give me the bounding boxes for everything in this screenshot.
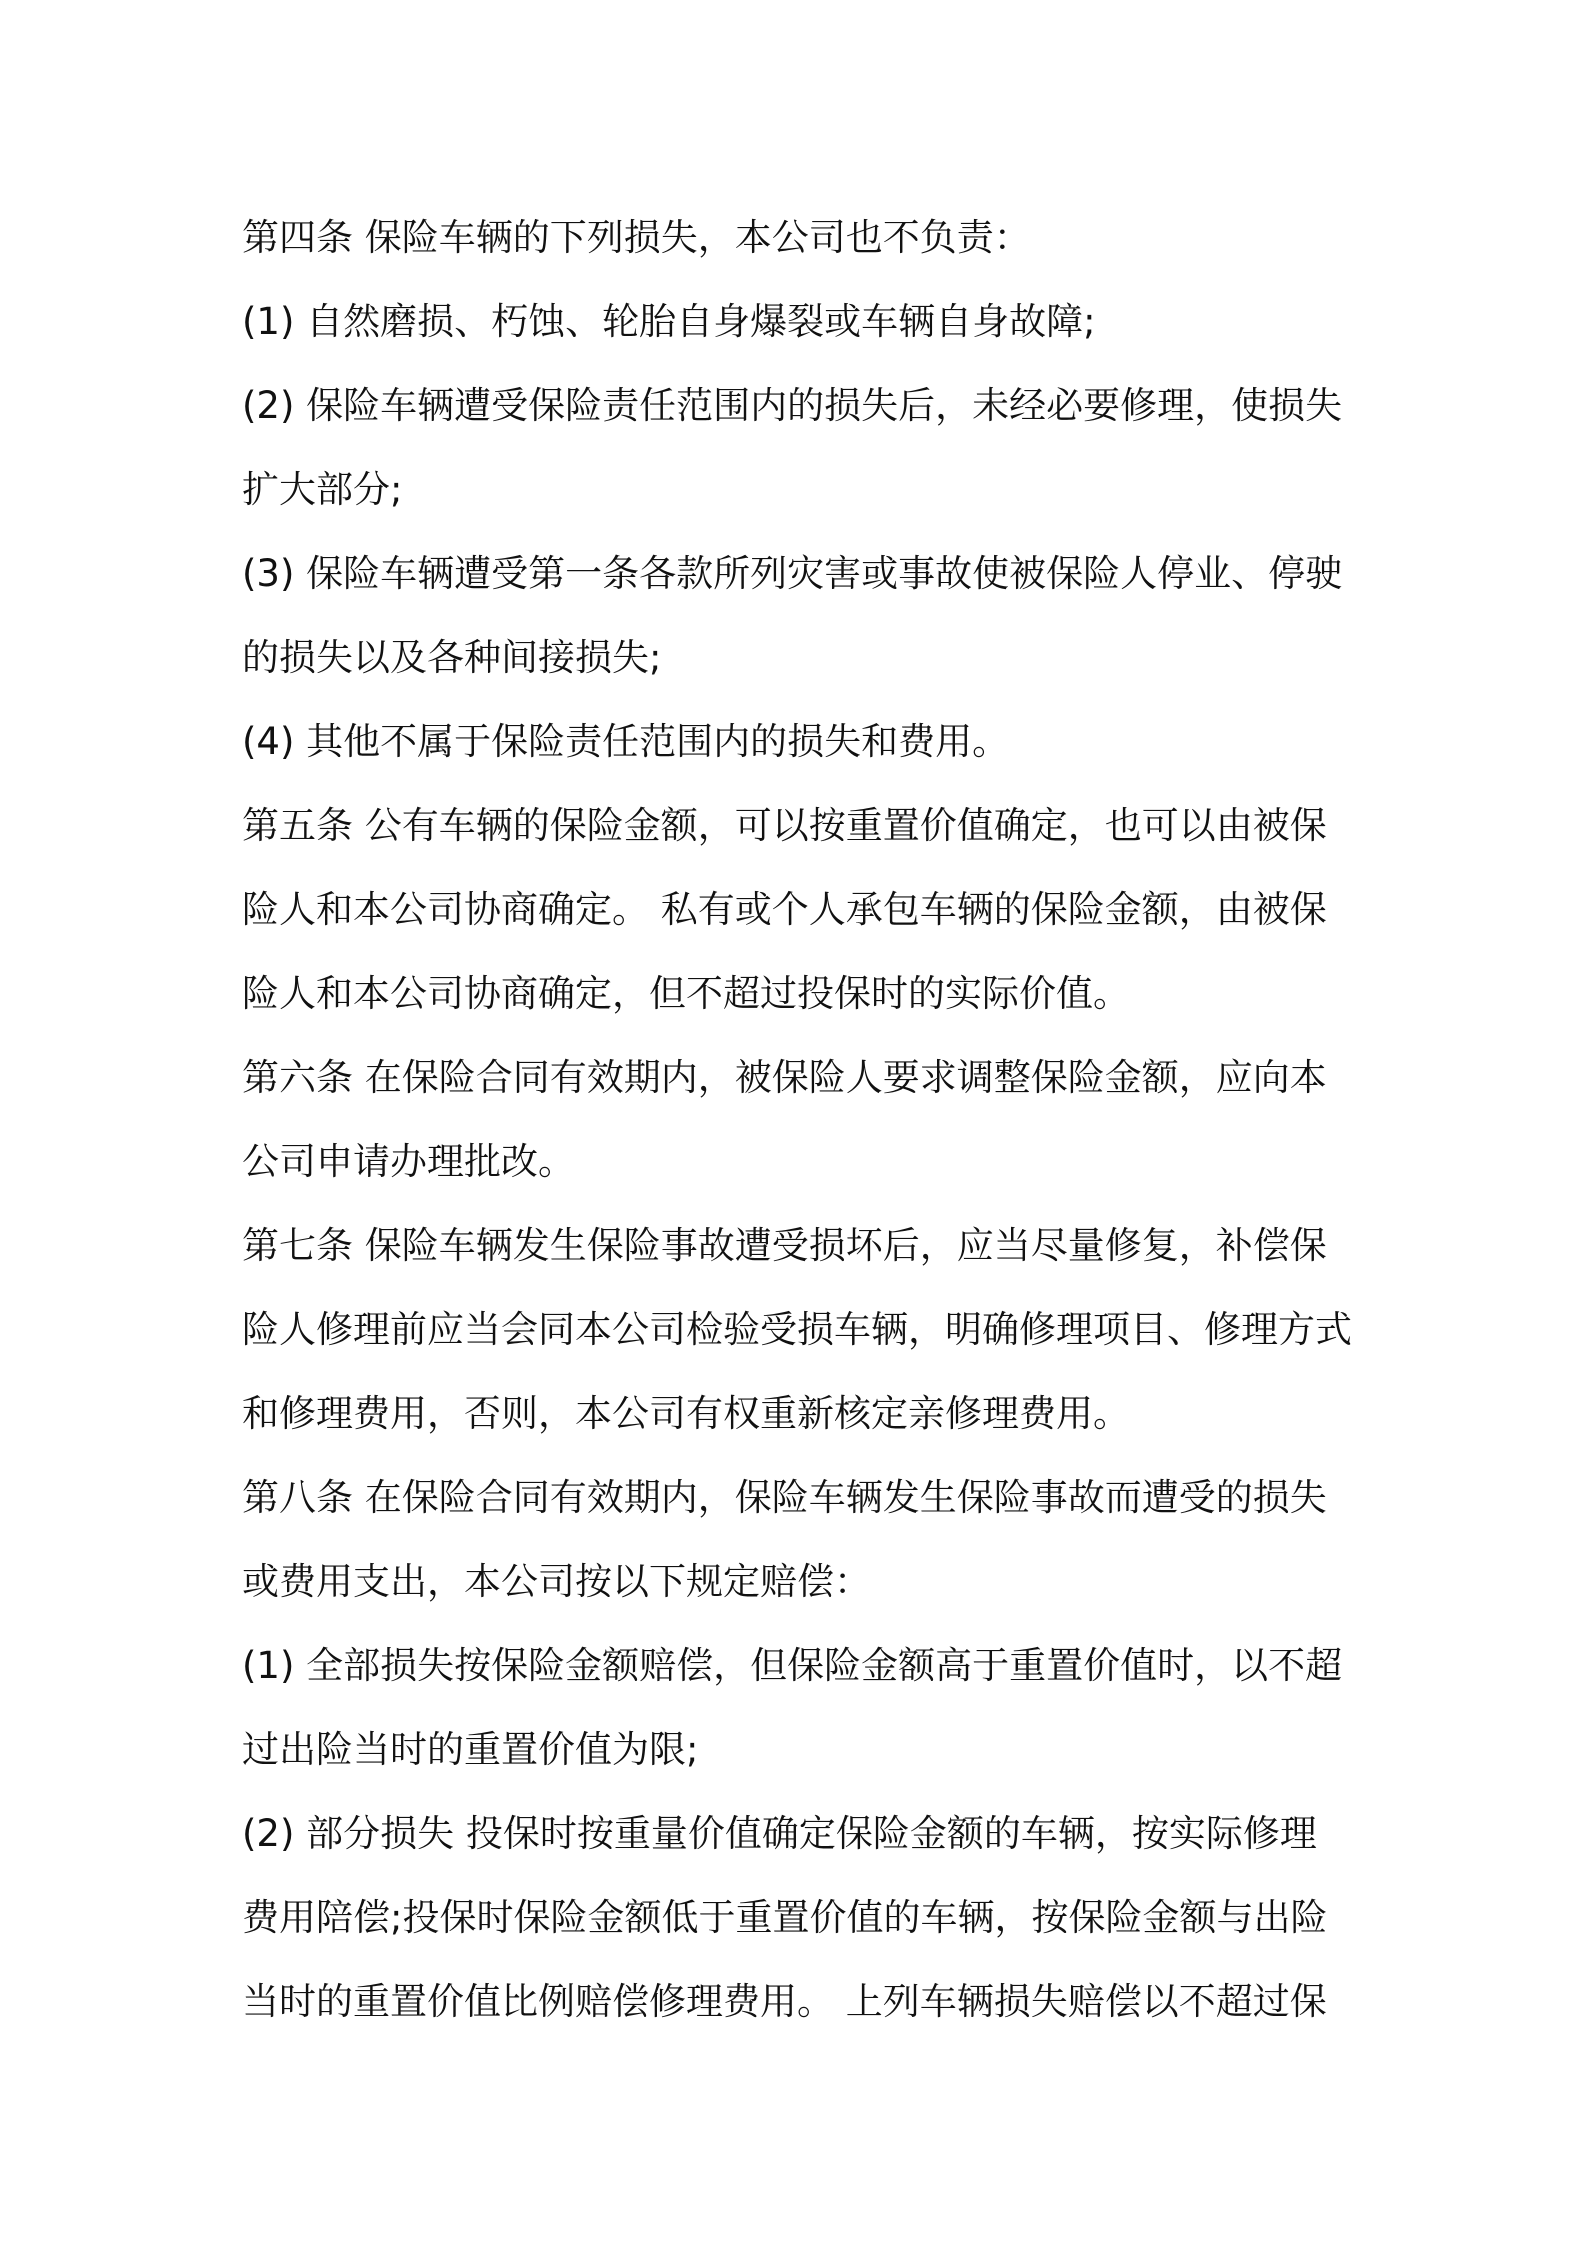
text-line: 险人和本公司协商确定。 私有或个人承包车辆的保险金额，由被保 (242, 888, 1327, 931)
text-line: (3) 保险车辆遭受第一条各款所列灾害或事故使被保险人停业、停驶 (242, 552, 1343, 595)
text-line: 险人修理前应当会同本公司检验受损车辆，明确修理项目、修理方式 (242, 1308, 1352, 1351)
text-line: 公司申请办理批改。 (242, 1140, 575, 1183)
text-line: (1) 自然磨损、朽蚀、轮胎自身爆裂或车辆自身故障; (242, 300, 1096, 343)
text-line: 第六条 在保险合同有效期内，被保险人要求调整保险金额，应向本 (242, 1056, 1327, 1099)
text-line: 过出险当时的重置价值为限; (242, 1728, 699, 1771)
text-line: 第七条 保险车辆发生保险事故遭受损坏后，应当尽量修复，补偿保 (242, 1224, 1327, 1267)
text-line: 第八条 在保险合同有效期内，保险车辆发生保险事故而遭受的损失 (242, 1476, 1327, 1519)
document-body (242, 196, 1362, 2044)
text-line: 的损失以及各种间接损失; (242, 636, 662, 679)
text-line: 第四条 保险车辆的下列损失，本公司也不负责： (242, 216, 1031, 259)
text-line: 第五条 公有车辆的保险金额，可以按重置价值确定，也可以由被保 (242, 804, 1327, 847)
text-line: (4) 其他不属于保险责任范围内的损失和费用。 (242, 720, 1010, 763)
text-line: (2) 保险车辆遭受保险责任范围内的损失后，未经必要修理，使损失 (242, 384, 1343, 427)
text-line: (2) 部分损失 投保时按重量价值确定保险金额的车辆，按实际修理 (242, 1812, 1317, 1855)
text-line: 费用陪偿;投保时保险金额低于重置价值的车辆，按保险金额与出险 (242, 1896, 1328, 1939)
text-line: 扩大部分; (242, 468, 403, 511)
text-line: 当时的重置价值比例赔偿修理费用。 上列车辆损失赔偿以不超过保 (242, 1980, 1327, 2023)
text-line: 和修理费用，否则，本公司有权重新核定亲修理费用。 (242, 1392, 1130, 1435)
text-line: 或费用支出，本公司按以下规定赔偿： (242, 1560, 871, 1603)
text-line: 险人和本公司协商确定，但不超过投保时的实际价值。 (242, 972, 1130, 1015)
text-line: (1) 全部损失按保险金额赔偿，但保险金额高于重置价值时，以不超 (242, 1644, 1343, 1687)
